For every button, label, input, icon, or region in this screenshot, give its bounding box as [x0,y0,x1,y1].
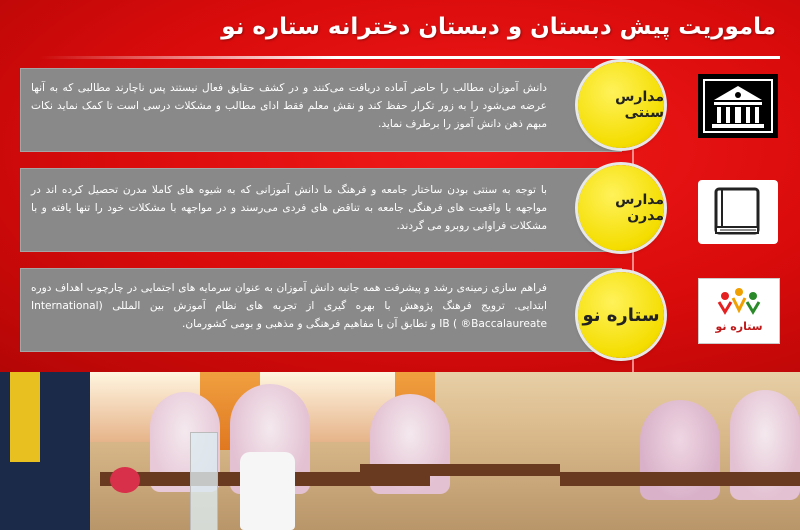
section-modern-label [578,165,664,251]
teacher-vest [10,372,40,462]
school-building-icon [698,74,778,138]
logo-text: ستاره نو [715,320,763,333]
page-title: ماموریت پیش دبستان و دبستان دخترانه ستاره نو [221,14,776,40]
section-traditional-text: دانش آموزان مطالب را حاضر آماده دریافت می‌کنند و در کشف حقایق فعال نیستند پس ناچارند مطالبی که به آنها عرضه می‌شود را به زور تکرار حفظ کند و نقش معلم فقط ادای مطالب و مشکلات درسی است تا کمک نماید نکات مبهم ذهن دانش آموز را برطرف نماید. [20,68,622,152]
section-modern-text: با توجه به سنتی بودن ساختار جامعه و فرهنگ ما دانش آموزانی که به شیوه های کاملا مدرن تحصیل کرده اند در مواجهه با واقعیت های فرهنگی جامعه به تناقض های فردی می‌رسند و در مواجهه با مشکلات خود را تنها یافته و با مشکلات فراوانی روبرو می گردند. [20,168,622,252]
red-object [110,467,140,493]
section-setare-label [578,272,664,358]
section-traditional-label [578,62,664,148]
desk [560,472,800,486]
section-traditional-label-text: مدارس سنتی [615,89,664,121]
section-setare-label-text: ستاره نو [582,304,660,326]
classroom-photo [0,372,800,530]
section-setare-text: فراهم سازی زمینه‌ی رشد و پیشرفت همه جانبه دانش آموزان به عنوان سرمایه های اجتمایی در چارچوب اهداف دوره ابتدایی. ترویج فرهنگ پژوهش با بهره گیری از تجربه های نظام آموزش بین المللی (International Baccalaureate® ) IB و تطابق آن با مفاهیم فرهنگی و مذهبی و بومی کشورمان. [20,268,622,352]
title-underline [40,56,780,59]
desk [360,464,560,476]
setare-no-logo [698,278,780,344]
lab-glassware [190,432,218,530]
book-icon [698,180,778,244]
spray-bottle [240,452,295,530]
section-modern-label-text: مدارس مدرن [615,192,664,224]
